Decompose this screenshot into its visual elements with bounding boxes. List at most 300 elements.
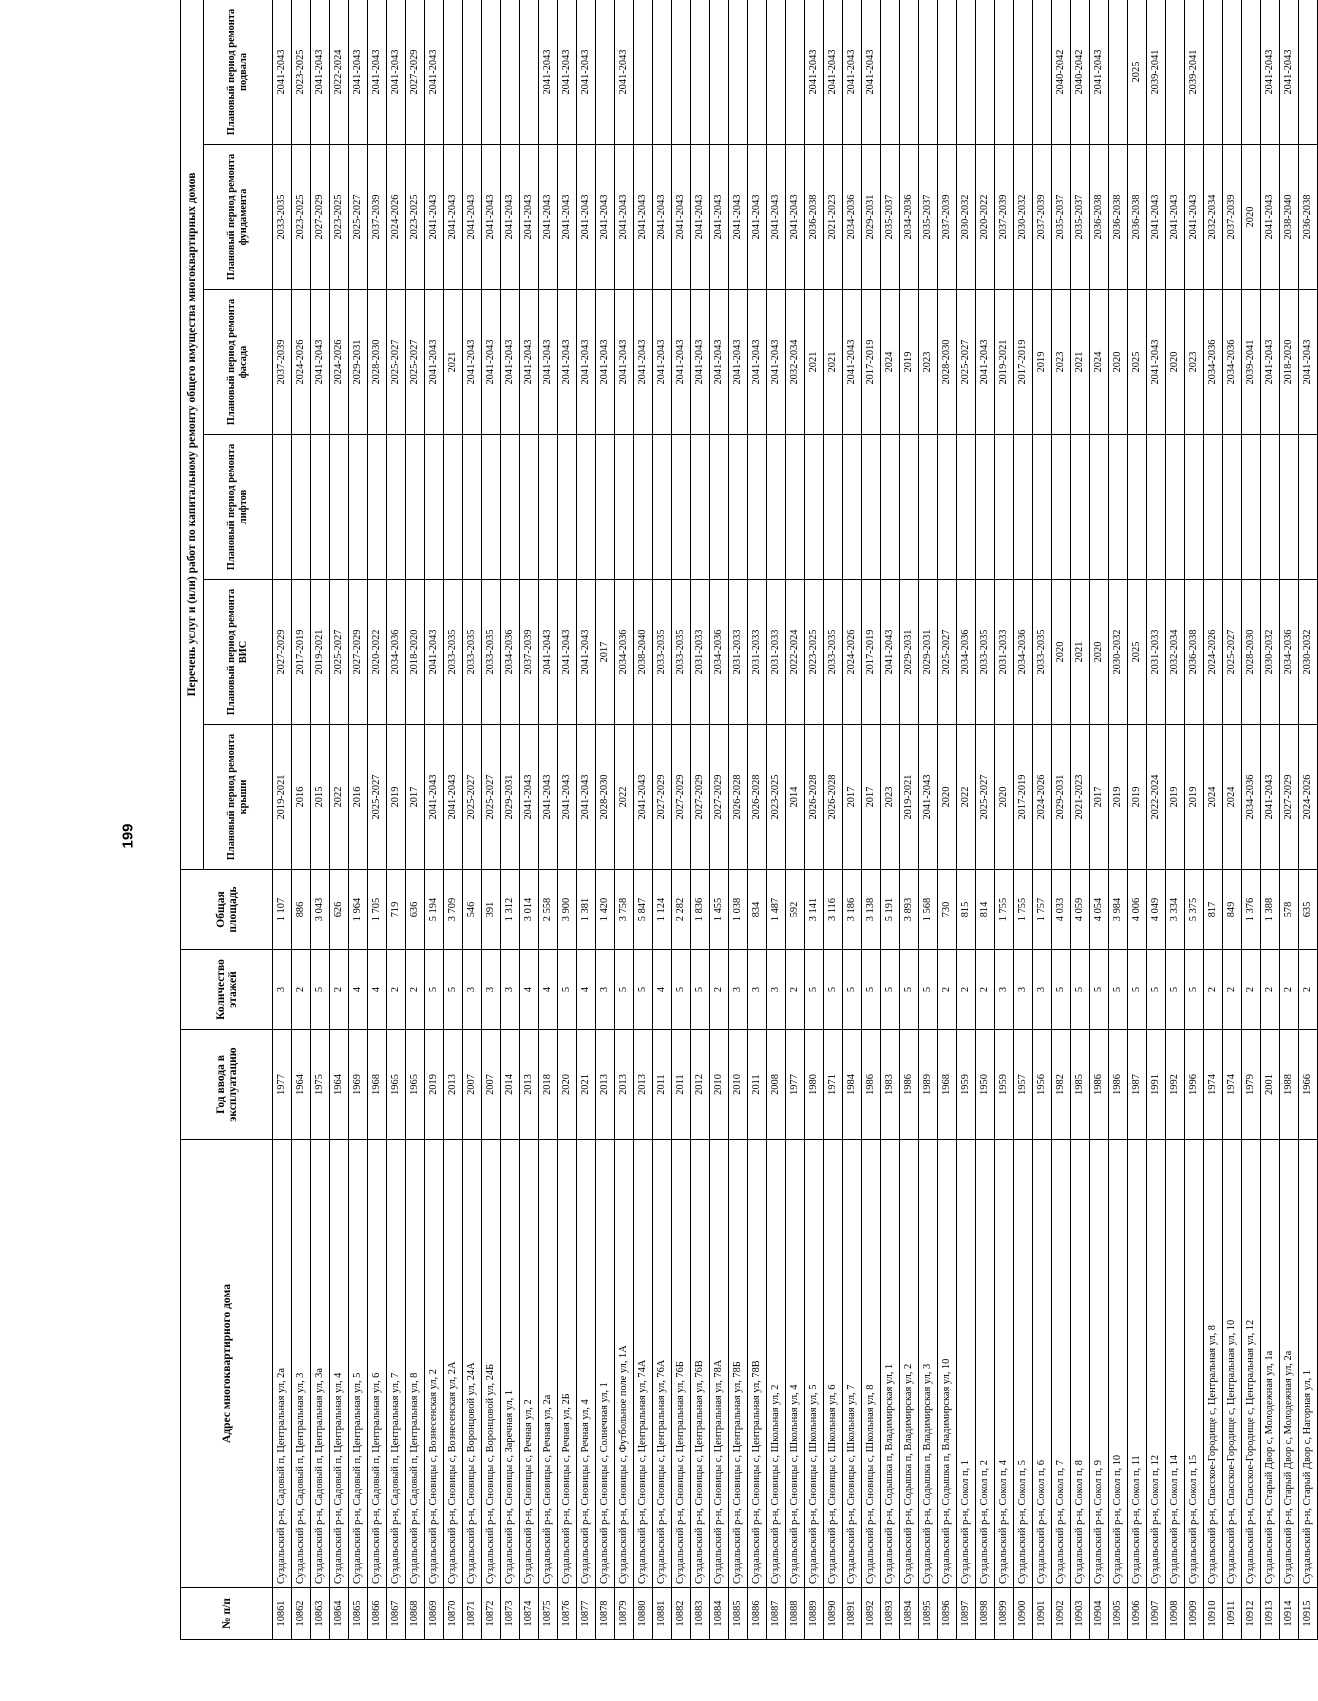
cell-floors: 5	[881, 950, 900, 1030]
cell-area: 546	[463, 870, 482, 950]
cell-year: 1974	[1204, 1030, 1223, 1140]
cell-facade: 2041-2043	[672, 290, 691, 435]
cell-address: Суздальский р-н, Сновицы с, Центральная ул, 78В	[748, 1140, 767, 1588]
cell-address: Суздальский р-н, Сновицы с, Школьная ул, 6	[824, 1140, 843, 1588]
cell-basement	[1223, 0, 1242, 145]
table-row	[482, 0, 501, 1640]
header-num: № п/п	[181, 1588, 273, 1640]
cell-foundation: 2041-2043	[539, 145, 558, 290]
cell-roof: 2022	[330, 725, 349, 870]
cell-lift	[729, 435, 748, 580]
cell-floors: 5	[1071, 950, 1090, 1030]
cell-facade: 2021	[824, 290, 843, 435]
cell-num: 10877	[577, 1588, 596, 1640]
cell-foundation: 2035-2037	[1071, 145, 1090, 290]
cell-facade: 2041-2043	[976, 290, 995, 435]
cell-roof: 2041-2043	[1261, 725, 1280, 870]
cell-basement: 2023-2025	[292, 0, 311, 145]
cell-floors: 4	[349, 950, 368, 1030]
cell-lift	[330, 435, 349, 580]
cell-facade: 2041-2043	[729, 290, 748, 435]
cell-floors: 2	[976, 950, 995, 1030]
cell-lift	[596, 435, 615, 580]
cell-basement	[919, 0, 938, 145]
cell-floors: 5	[1052, 950, 1071, 1030]
cell-lift	[653, 435, 672, 580]
cell-vis: 2024-2026	[843, 580, 862, 725]
cell-foundation: 2037-2039	[1223, 145, 1242, 290]
cell-area: 1 836	[691, 870, 710, 950]
cell-basement: 2041-2043	[1280, 0, 1299, 145]
cell-basement	[634, 0, 653, 145]
table-row	[311, 0, 330, 1640]
cell-num: 10870	[444, 1588, 463, 1640]
cell-year: 1986	[1090, 1030, 1109, 1140]
cell-vis: 2041-2043	[539, 580, 558, 725]
header-facade: Плановый период ремонта фасада	[204, 290, 273, 435]
cell-area: 592	[786, 870, 805, 950]
cell-floors: 4	[577, 950, 596, 1030]
cell-address: Суздальский р-н, Содышка п, Владимирская ул, 2	[900, 1140, 919, 1588]
cell-foundation: 2032-2034	[1204, 145, 1223, 290]
cell-lift	[463, 435, 482, 580]
cell-lift	[1109, 435, 1128, 580]
cell-basement	[710, 0, 729, 145]
cell-address: Суздальский р-н, Сновицы с, Речная ул, 2	[520, 1140, 539, 1588]
header-foundation: Плановый период ремонта фундамента	[204, 145, 273, 290]
cell-vis: 2033-2035	[1033, 580, 1052, 725]
cell-year: 1975	[311, 1030, 330, 1140]
cell-year: 1956	[1033, 1030, 1052, 1140]
cell-facade: 2018-2020	[1280, 290, 1299, 435]
cell-lift	[634, 435, 653, 580]
cell-area: 4 049	[1147, 870, 1166, 950]
cell-area: 2 282	[672, 870, 691, 950]
cell-facade: 2041-2043	[1261, 290, 1280, 435]
cell-year: 1992	[1166, 1030, 1185, 1140]
cell-year: 2001	[1261, 1030, 1280, 1140]
table-row	[1109, 0, 1128, 1640]
cell-year: 1982	[1052, 1030, 1071, 1140]
cell-address: Суздальский р-н, Сокол п, 14	[1166, 1140, 1185, 1588]
cell-area: 3 014	[520, 870, 539, 950]
cell-num: 10900	[1014, 1588, 1033, 1640]
cell-year: 1989	[919, 1030, 938, 1140]
cell-num: 10884	[710, 1588, 729, 1640]
cell-address: Суздальский р-н, Сновицы с, Футбольное поле ул, 1А	[615, 1140, 634, 1588]
cell-area: 1 568	[919, 870, 938, 950]
cell-num: 10868	[406, 1588, 425, 1640]
cell-facade: 2023	[919, 290, 938, 435]
cell-floors: 2	[786, 950, 805, 1030]
cell-year: 1986	[862, 1030, 881, 1140]
cell-area: 3 900	[558, 870, 577, 950]
cell-facade: 2041-2043	[539, 290, 558, 435]
cell-lift	[995, 435, 1014, 580]
cell-floors: 5	[843, 950, 862, 1030]
cell-floors: 3	[463, 950, 482, 1030]
cell-year: 1974	[1223, 1030, 1242, 1140]
table-row	[957, 0, 976, 1640]
cell-year: 1971	[824, 1030, 843, 1140]
cell-vis: 2041-2043	[881, 580, 900, 725]
cell-foundation: 2020-2022	[976, 145, 995, 290]
table-row	[501, 0, 520, 1640]
cell-lift	[520, 435, 539, 580]
cell-vis: 2020	[1052, 580, 1071, 725]
cell-address: Суздальский р-н, Содышка п, Владимирская ул, 3	[919, 1140, 938, 1588]
table-body	[273, 0, 1318, 1640]
cell-vis: 2033-2035	[482, 580, 501, 725]
cell-foundation: 2041-2043	[444, 145, 463, 290]
cell-area: 1 312	[501, 870, 520, 950]
cell-basement	[672, 0, 691, 145]
cell-facade: 2034-2036	[1223, 290, 1242, 435]
cell-year: 2013	[596, 1030, 615, 1140]
cell-basement	[520, 0, 539, 145]
cell-basement	[653, 0, 672, 145]
table-row	[406, 0, 425, 1640]
cell-basement: 2040-2042	[1052, 0, 1071, 145]
table-row	[577, 0, 596, 1640]
cell-basement: 2039-2041	[1185, 0, 1204, 145]
cell-roof: 2017	[843, 725, 862, 870]
cell-basement: 2041-2043	[1090, 0, 1109, 145]
cell-year: 1959	[995, 1030, 1014, 1140]
cell-area: 3 334	[1166, 870, 1185, 950]
cell-area: 4 059	[1071, 870, 1090, 950]
cell-roof: 2026-2028	[805, 725, 824, 870]
cell-roof: 2029-2031	[1052, 725, 1071, 870]
cell-address: Суздальский р-н, Сокол п, 9	[1090, 1140, 1109, 1588]
cell-area: 1 755	[1014, 870, 1033, 950]
cell-lift	[292, 435, 311, 580]
cell-roof: 2041-2043	[558, 725, 577, 870]
cell-floors: 2	[938, 950, 957, 1030]
cell-num: 10910	[1204, 1588, 1223, 1640]
cell-area: 4 054	[1090, 870, 1109, 950]
cell-floors: 3	[729, 950, 748, 1030]
cell-foundation: 2041-2043	[501, 145, 520, 290]
cell-facade: 2041-2043	[748, 290, 767, 435]
cell-address: Суздальский р-н, Сокол п, 2	[976, 1140, 995, 1588]
cell-foundation: 2041-2043	[767, 145, 786, 290]
cell-area: 730	[938, 870, 957, 950]
table-row	[843, 0, 862, 1640]
cell-floors: 5	[425, 950, 444, 1030]
cell-basement: 2025	[1128, 0, 1147, 145]
cell-num: 10879	[615, 1588, 634, 1640]
cell-address: Суздальский р-н, Сокол п, 12	[1147, 1140, 1166, 1588]
cell-basement: 2041-2043	[1261, 0, 1280, 145]
table-row	[368, 0, 387, 1640]
cell-vis: 2029-2031	[900, 580, 919, 725]
cell-foundation: 2035-2037	[881, 145, 900, 290]
cell-address: Суздальский р-н, Сновицы с, Центральная ул, 76В	[691, 1140, 710, 1588]
cell-facade: 2041-2043	[615, 290, 634, 435]
cell-floors: 4	[520, 950, 539, 1030]
cell-address: Суздальский р-н, Сновицы с, Воронцовой ул, 24Б	[482, 1140, 501, 1588]
cell-basement	[976, 0, 995, 145]
table-row	[387, 0, 406, 1640]
cell-facade: 2023	[1052, 290, 1071, 435]
cell-facade: 2021	[1071, 290, 1090, 435]
cell-area: 626	[330, 870, 349, 950]
cell-address: Суздальский р-н, Сновицы с, Речная ул, 2Б	[558, 1140, 577, 1588]
cell-facade: 2019-2021	[995, 290, 1014, 435]
cell-facade: 2041-2043	[501, 290, 520, 435]
cell-roof: 2017-2019	[1014, 725, 1033, 870]
cell-lift	[558, 435, 577, 580]
cell-roof: 2029-2031	[501, 725, 520, 870]
cell-num: 10915	[1299, 1588, 1318, 1640]
cell-year: 1983	[881, 1030, 900, 1140]
cell-area: 849	[1223, 870, 1242, 950]
cell-vis: 2024-2026	[1204, 580, 1223, 725]
cell-roof: 2016	[292, 725, 311, 870]
cell-facade: 2025	[1128, 290, 1147, 435]
cell-floors: 5	[1128, 950, 1147, 1030]
cell-area: 3 758	[615, 870, 634, 950]
cell-basement: 2041-2043	[615, 0, 634, 145]
cell-year: 1996	[1185, 1030, 1204, 1140]
cell-basement	[463, 0, 482, 145]
cell-basement	[596, 0, 615, 145]
cell-vis: 2018-2020	[406, 580, 425, 725]
cell-basement: 2027-2029	[406, 0, 425, 145]
cell-roof: 2024-2026	[1299, 725, 1318, 870]
cell-num: 10881	[653, 1588, 672, 1640]
cell-roof: 2025-2027	[482, 725, 501, 870]
cell-num: 10887	[767, 1588, 786, 1640]
table-row	[1014, 0, 1033, 1640]
cell-year: 2008	[767, 1030, 786, 1140]
cell-facade: 2025-2027	[957, 290, 976, 435]
table-row	[805, 0, 824, 1640]
cell-foundation: 2021-2023	[824, 145, 843, 290]
cell-num: 10871	[463, 1588, 482, 1640]
cell-foundation: 2037-2039	[368, 145, 387, 290]
cell-foundation: 2030-2032	[1014, 145, 1033, 290]
cell-year: 1977	[273, 1030, 292, 1140]
cell-year: 2011	[653, 1030, 672, 1140]
cell-address: Суздальский р-н, Сновицы с, Речная ул, 2а	[539, 1140, 558, 1588]
cell-floors: 5	[862, 950, 881, 1030]
cell-lift	[349, 435, 368, 580]
cell-facade: 2021	[444, 290, 463, 435]
table-row	[1185, 0, 1204, 1640]
cell-facade: 2041-2043	[463, 290, 482, 435]
page-number: 199	[119, 823, 137, 849]
cell-vis: 2020-2022	[368, 580, 387, 725]
cell-address: Суздальский р-н, Старый Двор с, Нагорная ул, 1	[1299, 1140, 1318, 1588]
cell-address: Суздальский р-н, Садовый п, Центральная ул, 2а	[273, 1140, 292, 1588]
cell-basement	[881, 0, 900, 145]
table-row	[995, 0, 1014, 1640]
cell-lift	[786, 435, 805, 580]
cell-area: 4 006	[1128, 870, 1147, 950]
table-row	[1204, 0, 1223, 1640]
cell-basement	[1109, 0, 1128, 145]
cell-floors: 2	[1204, 950, 1223, 1030]
cell-foundation: 2041-2043	[615, 145, 634, 290]
cell-foundation: 2041-2043	[653, 145, 672, 290]
cell-foundation: 2036-2038	[1128, 145, 1147, 290]
cell-address: Суздальский р-н, Садовый п, Центральная ул, 8	[406, 1140, 425, 1588]
cell-facade: 2025-2027	[406, 290, 425, 435]
cell-roof: 2041-2043	[444, 725, 463, 870]
cell-facade: 2041-2043	[1299, 290, 1318, 435]
table-row	[425, 0, 444, 1640]
cell-foundation: 2041-2043	[1147, 145, 1166, 290]
table-row	[520, 0, 539, 1640]
table-row	[463, 0, 482, 1640]
cell-address: Суздальский р-н, Старый Двор с, Молодежная ул, 2а	[1280, 1140, 1299, 1588]
cell-address: Суздальский р-н, Старый Двор с, Молодежная ул, 1а	[1261, 1140, 1280, 1588]
cell-foundation: 2030-2032	[957, 145, 976, 290]
cell-vis: 2037-2039	[520, 580, 539, 725]
cell-facade: 2024-2026	[292, 290, 311, 435]
cell-area: 1 124	[653, 870, 672, 950]
cell-floors: 4	[368, 950, 387, 1030]
cell-year: 2021	[577, 1030, 596, 1140]
cell-floors: 5	[444, 950, 463, 1030]
cell-roof: 2016	[349, 725, 368, 870]
cell-area: 636	[406, 870, 425, 950]
cell-roof: 2026-2028	[729, 725, 748, 870]
cell-address: Суздальский р-н, Сокол п, 1	[957, 1140, 976, 1588]
cell-address: Суздальский р-н, Сновицы с, Солнечная ул, 1	[596, 1140, 615, 1588]
cell-area: 817	[1204, 870, 1223, 950]
cell-address: Суздальский р-н, Спасское-Городище с, Центральная ул, 8	[1204, 1140, 1223, 1588]
cell-num: 10866	[368, 1588, 387, 1640]
cell-vis: 2034-2036	[501, 580, 520, 725]
cell-floors: 2	[1280, 950, 1299, 1030]
cell-foundation: 2041-2043	[520, 145, 539, 290]
cell-year: 1964	[330, 1030, 349, 1140]
cell-roof: 2014	[786, 725, 805, 870]
cell-num: 10889	[805, 1588, 824, 1640]
cell-num: 10914	[1280, 1588, 1299, 1640]
cell-year: 2018	[539, 1030, 558, 1140]
cell-basement	[957, 0, 976, 145]
cell-address: Суздальский р-н, Сновицы с, Центральная ул, 74А	[634, 1140, 653, 1588]
cell-address: Суздальский р-н, Сокол п, 11	[1128, 1140, 1147, 1588]
cell-num: 10875	[539, 1588, 558, 1640]
cell-lift	[1128, 435, 1147, 580]
cell-lift	[1261, 435, 1280, 580]
cell-foundation: 2037-2039	[938, 145, 957, 290]
cell-vis: 2027-2029	[349, 580, 368, 725]
cell-area: 635	[1299, 870, 1318, 950]
cell-basement: 2022-2024	[330, 0, 349, 145]
cell-facade: 2041-2043	[577, 290, 596, 435]
cell-vis: 2031-2033	[767, 580, 786, 725]
cell-address: Суздальский р-н, Сновицы с, Воронцовой ул, 24А	[463, 1140, 482, 1588]
cell-floors: 3	[1033, 950, 1052, 1030]
cell-vis: 2031-2033	[691, 580, 710, 725]
cell-basement: 2041-2043	[824, 0, 843, 145]
cell-basement	[748, 0, 767, 145]
cell-vis: 2034-2036	[387, 580, 406, 725]
cell-area: 1 705	[368, 870, 387, 950]
cell-address: Суздальский р-н, Сокол п, 4	[995, 1140, 1014, 1588]
cell-floors: 2	[406, 950, 425, 1030]
cell-lift	[862, 435, 881, 580]
cell-area: 3 138	[862, 870, 881, 950]
cell-foundation: 2023-2025	[330, 145, 349, 290]
cell-area: 1 487	[767, 870, 786, 950]
cell-foundation: 2036-2038	[805, 145, 824, 290]
cell-vis: 2034-2036	[957, 580, 976, 725]
cell-area: 1 388	[1261, 870, 1280, 950]
cell-year: 1987	[1128, 1030, 1147, 1140]
cell-vis: 2031-2033	[995, 580, 1014, 725]
cell-year: 1985	[1071, 1030, 1090, 1140]
cell-address: Суздальский р-н, Сновицы с, Центральная ул, 78А	[710, 1140, 729, 1588]
cell-vis: 2033-2035	[653, 580, 672, 725]
table-row	[596, 0, 615, 1640]
cell-num: 10880	[634, 1588, 653, 1640]
cell-area: 3 893	[900, 870, 919, 950]
cell-vis: 2025	[1128, 580, 1147, 725]
cell-roof: 2024	[1223, 725, 1242, 870]
cell-area: 719	[387, 870, 406, 950]
table-row	[710, 0, 729, 1640]
cell-area: 391	[482, 870, 501, 950]
cell-address: Суздальский р-н, Сновицы с, Школьная ул, 4	[786, 1140, 805, 1588]
cell-basement: 2041-2043	[387, 0, 406, 145]
cell-address: Суздальский р-н, Сновицы с, Школьная ул, 2	[767, 1140, 786, 1588]
cell-basement	[729, 0, 748, 145]
cell-lift	[1280, 435, 1299, 580]
cell-lift	[919, 435, 938, 580]
cell-address: Суздальский р-н, Садовый п, Центральная ул, 5	[349, 1140, 368, 1588]
table-row	[444, 0, 463, 1640]
cell-vis: 2034-2036	[710, 580, 729, 725]
cell-basement	[1033, 0, 1052, 145]
cell-roof: 2041-2043	[539, 725, 558, 870]
cell-address: Суздальский р-н, Содышка п, Владимирская ул, 10	[938, 1140, 957, 1588]
cell-year: 1959	[957, 1030, 976, 1140]
table-row	[1223, 0, 1242, 1640]
cell-facade: 2041-2043	[596, 290, 615, 435]
cell-foundation: 2041-2043	[577, 145, 596, 290]
cell-lift	[1223, 435, 1242, 580]
cell-floors: 2	[1242, 950, 1261, 1030]
cell-area: 886	[292, 870, 311, 950]
cell-basement: 2041-2043	[273, 0, 292, 145]
table-row	[634, 0, 653, 1640]
cell-num: 10896	[938, 1588, 957, 1640]
cell-foundation: 2036-2038	[1109, 145, 1128, 290]
cell-lift	[1204, 435, 1223, 580]
cell-year: 2020	[558, 1030, 577, 1140]
cell-lift	[710, 435, 729, 580]
cell-floors: 5	[824, 950, 843, 1030]
cell-facade: 2029-2031	[349, 290, 368, 435]
cell-roof: 2041-2043	[634, 725, 653, 870]
cell-vis: 2017	[596, 580, 615, 725]
cell-num: 10913	[1261, 1588, 1280, 1640]
cell-roof: 2027-2029	[653, 725, 672, 870]
cell-year: 1966	[1299, 1030, 1318, 1140]
cell-basement	[501, 0, 520, 145]
cell-floors: 5	[1166, 950, 1185, 1030]
cell-floors: 3	[501, 950, 520, 1030]
cell-basement	[767, 0, 786, 145]
cell-num: 10903	[1071, 1588, 1090, 1640]
